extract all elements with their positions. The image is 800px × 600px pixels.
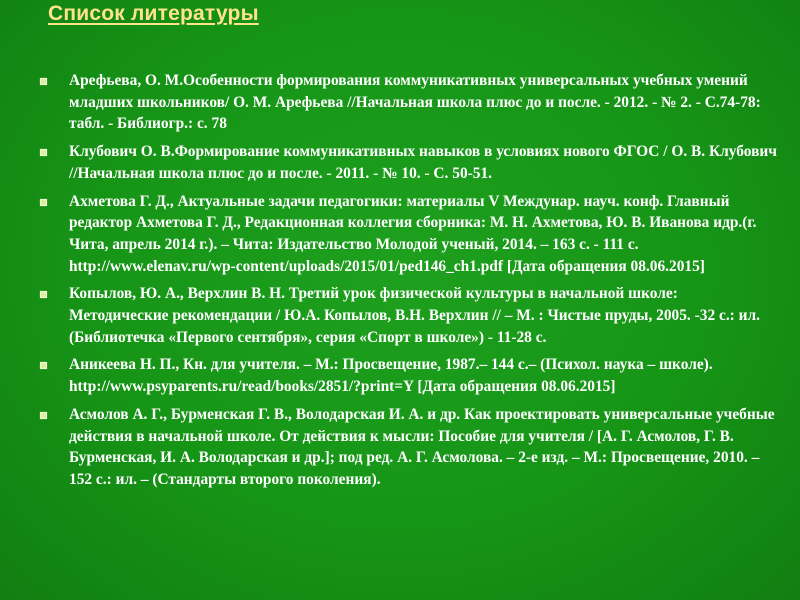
reference-item [40, 354, 780, 397]
reference-text: Арефьева, О. М.Особенности формирования коммуникативных универсальных учебных умений младших школьников/ О. М. Арефьева //Начальная школа плюс до и после. - 2012. - № 2. - С.74-78: табл. - Библиогр.: с. 78 [69, 72, 761, 133]
reference-item [40, 283, 780, 348]
square-bullet-icon [40, 362, 47, 369]
reference-list [40, 70, 780, 497]
reference-item [40, 191, 780, 278]
reference-text: Копылов, Ю. А., Верхлин В. Н. Третий урок физической культуры в начальной школе: Методические рекомендации / Ю.А. Копылов, В.Н. Верхлин // – М. : Чистые пруды, 2005. -32 с.: ил. (Библиотечка «Первого сентября», серия «Спорт в школе») - 11-28 с. [69, 285, 760, 346]
square-bullet-icon [40, 412, 47, 419]
square-bullet-icon [40, 291, 47, 298]
reference-text: Ахметова Г. Д., Актуальные задачи педагогики: материалы V Междунар. науч. конф. Главный редактор Ахметова Г. Д., Редакционная коллегия сборника: М. Н. Ахметова, Ю. В. Иванова идр.(г. Чита, апрель 2014 г.). – Чита: Издательство Молодой ученый, 2014. – 163 с. - 111 с. http://www.elenav.ru/wp-content/uploads/2015/01/ped146_ch1.pdf [Дата обращения 08.06.2015] [69, 192, 757, 275]
reference-text: Аникеева Н. П., Кн. для учителя. – М.: Просвещение, 1987.– 144 с.– (Психол. наука – школе). http://www.psyparents.ru/read/books/2851/?print=Y [Дата обращения 08.06.2015] [69, 356, 713, 396]
square-bullet-icon [40, 78, 47, 85]
reference-item [40, 70, 780, 135]
reference-text: Асмолов А. Г., Бурменская Г. В., Володарская И. А. и др. Как проектировать универсальные учебные действия в начальной школе. От действия к мысли: Пособие для учителя / [А. Г. Асмолов, Г. В. Бурменская, И. А. Володарская и др.]; под ред. А. Г. Асмолова. – 2-е изд. – М.: Просвещение, 2010. – 152 с.: ил. – (Стандарты второго поколения). [69, 405, 775, 488]
reference-item [40, 404, 780, 491]
slide-title: Список литературы [48, 2, 259, 25]
reference-text: Клубович О. В.Формирование коммуникативных навыков в условиях нового ФГОС / О. В. Клубович //Начальная школа плюс до и после. - 2011. - № 10. - С. 50-51. [69, 143, 777, 182]
square-bullet-icon [40, 149, 47, 156]
square-bullet-icon [40, 199, 47, 206]
reference-item [40, 141, 780, 184]
